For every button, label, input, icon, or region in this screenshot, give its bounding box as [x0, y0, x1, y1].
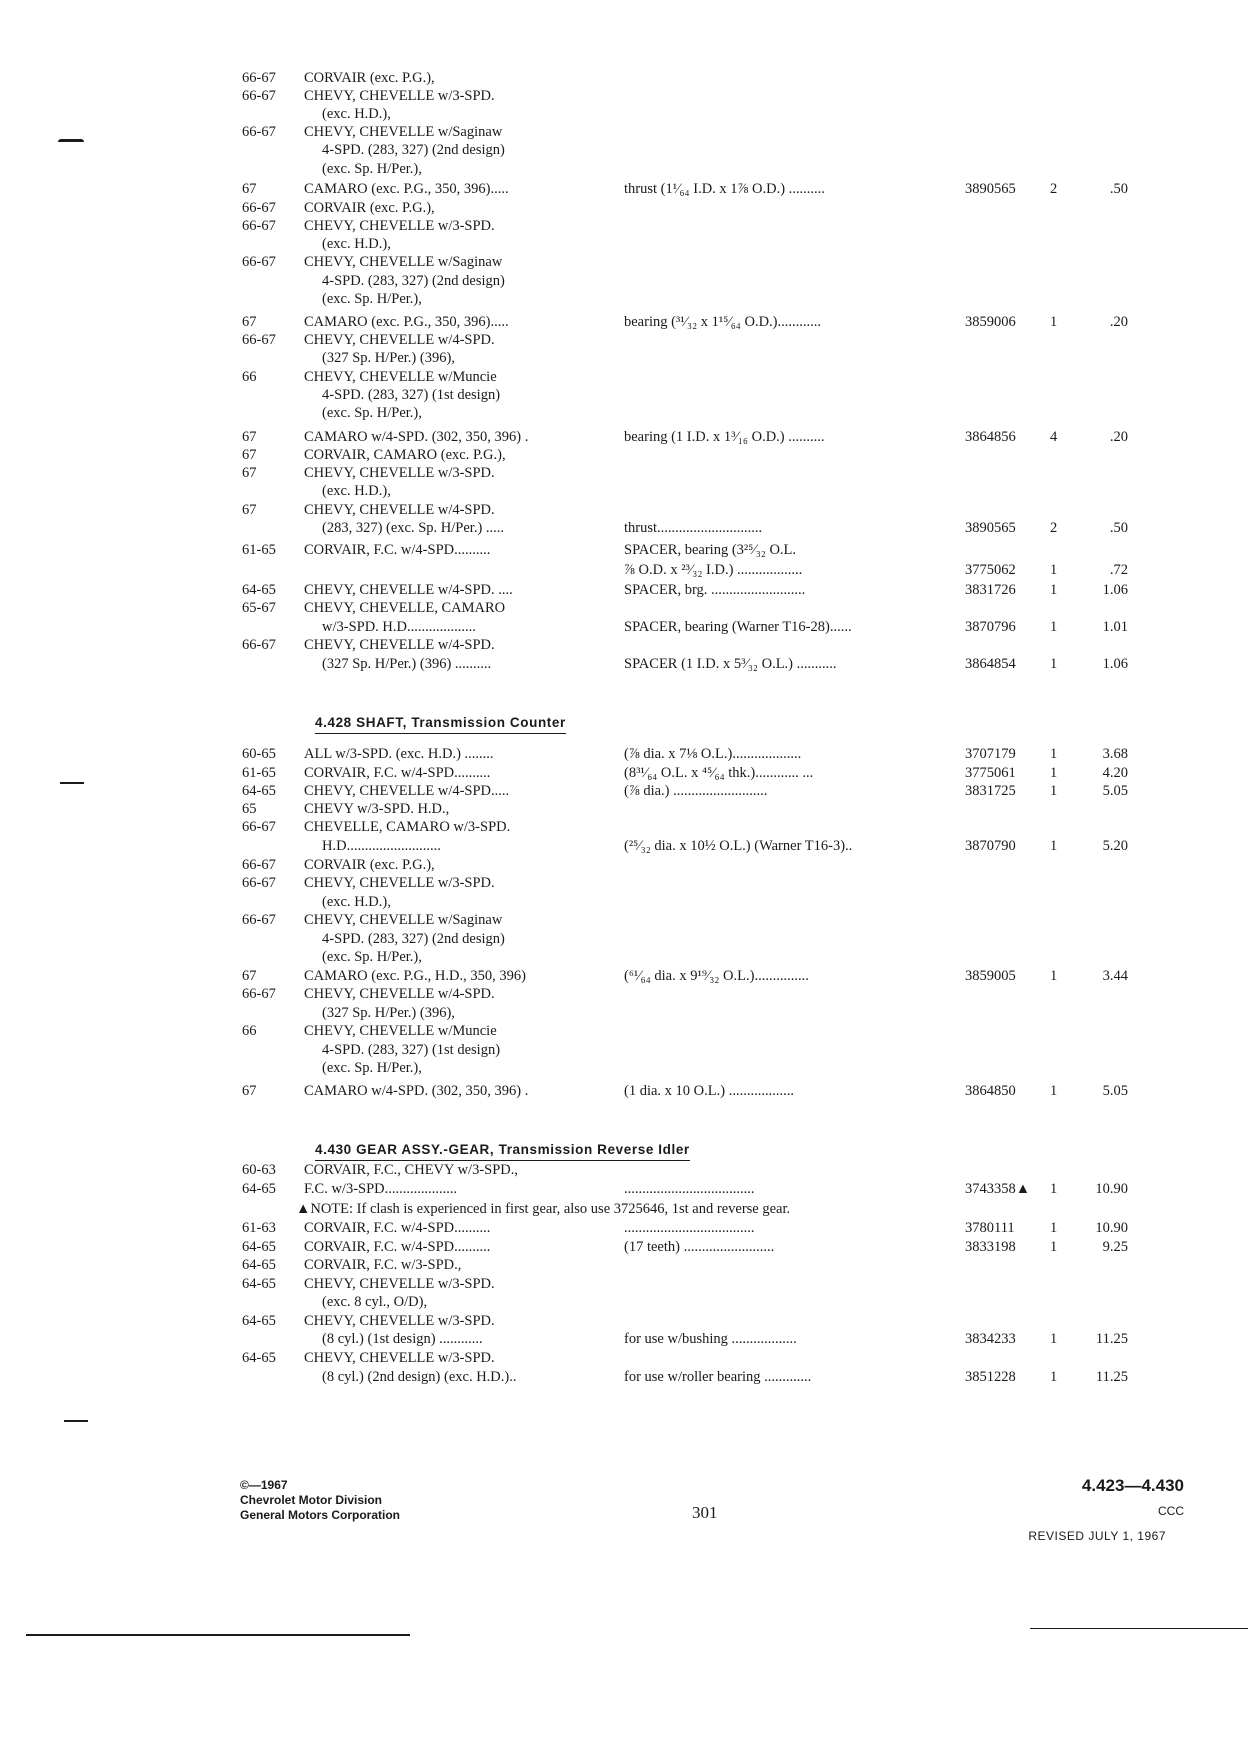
quantity: 1 — [1050, 1083, 1058, 1099]
part-number: 3864856 — [965, 429, 1016, 445]
quantity: 1 — [1050, 1181, 1058, 1197]
price: 1.06 — [1102, 656, 1128, 672]
application: CHEVY, CHEVELLE w/4-SPD. — [304, 986, 495, 1002]
application: H.D.......................... — [322, 838, 441, 854]
parts-row — [0, 1238, 1248, 1257]
parts-row — [0, 1349, 1248, 1368]
parts-row — [0, 1330, 1248, 1349]
quantity: 1 — [1050, 765, 1058, 781]
note-text: ▲NOTE: If clash is experienced in first gear, also use 3725646, 1st and reverse gear. — [296, 1201, 791, 1217]
part-description: (1 dia. x 10 O.L.) .................. — [624, 1083, 794, 1099]
parts-row — [0, 313, 1248, 332]
copyright: ©—1967 — [240, 1478, 288, 1492]
application: CHEVY w/3-SPD. H.D., — [304, 801, 450, 817]
part-number: 3834233 — [965, 1331, 1016, 1347]
section-range: 4.423—4.430 — [1081, 1476, 1184, 1495]
parts-row — [0, 581, 1248, 600]
application: (283, 327) (exc. Sp. H/Per.) ..... — [322, 520, 505, 536]
parts-row — [0, 911, 1248, 930]
page-number: 301 — [692, 1503, 718, 1522]
price: 11.25 — [1095, 1369, 1128, 1385]
parts-row — [0, 818, 1248, 837]
application: w/3-SPD. H.D................... — [322, 619, 476, 635]
part-number: 3831725 — [965, 783, 1016, 799]
parts-row — [0, 1082, 1248, 1101]
application: (8 cyl.) (1st design) ............ — [322, 1331, 483, 1347]
application: CORVAIR, F.C. w/4-SPD.......... — [304, 542, 491, 558]
application: (exc. 8 cyl., O/D), — [322, 1294, 428, 1310]
parts-row — [0, 404, 1248, 423]
part-description: (⁶¹⁄₆₄ dia. x 9¹⁹⁄₃₂ O.L.)............... — [624, 968, 809, 984]
application: CORVAIR (exc. P.G.), — [304, 70, 435, 86]
application: CORVAIR, CAMARO (exc. P.G.), — [304, 447, 506, 463]
price: 9.25 — [1102, 1239, 1128, 1255]
model-years: 66-67 — [242, 912, 276, 928]
price: 5.05 — [1102, 783, 1128, 799]
model-years: 66-67 — [242, 124, 276, 140]
part-description: for use w/bushing .................. — [624, 1331, 797, 1347]
application: CHEVY, CHEVELLE w/4-SPD. — [304, 332, 495, 348]
model-years: 66-67 — [242, 254, 276, 270]
application: CHEVY, CHEVELLE w/Saginaw — [304, 254, 503, 270]
application: (exc. Sp. H/Per.), — [322, 949, 422, 965]
application: 4-SPD. (283, 327) (1st design) — [322, 387, 501, 403]
price: 1.06 — [1102, 582, 1128, 598]
application: (327 Sp. H/Per.) (396) .......... — [322, 656, 492, 672]
model-years: 66-67 — [242, 218, 276, 234]
parts-row — [0, 599, 1248, 618]
model-years: 66-67 — [242, 637, 276, 653]
application: 4-SPD. (283, 327) (2nd design) — [322, 931, 505, 947]
model-years: 61-65 — [242, 542, 276, 558]
part-number: 3859005 — [965, 968, 1016, 984]
application: 4-SPD. (283, 327) (2nd design) — [322, 142, 505, 158]
corporation-name: General Motors Corporation — [240, 1508, 401, 1522]
application: CHEVELLE, CAMARO w/3-SPD. — [304, 819, 511, 835]
model-years: 64-65 — [242, 1276, 276, 1292]
part-description: for use w/roller bearing ............. — [624, 1369, 812, 1385]
application: CORVAIR, F.C. w/4-SPD.......... — [304, 1239, 491, 1255]
model-years: 64-65 — [242, 783, 276, 799]
application: CAMARO w/4-SPD. (302, 350, 396) . — [304, 429, 529, 445]
parts-row — [0, 967, 1248, 986]
parts-row — [0, 290, 1248, 309]
part-description: (8³¹⁄₆₄ O.L. x ⁴⁵⁄₆₄ thk.)............ ... — [624, 765, 814, 781]
application: (8 cyl.) (2nd design) (exc. H.D.).. — [322, 1369, 517, 1385]
model-years: 67 — [242, 1083, 257, 1099]
price: .20 — [1109, 314, 1128, 330]
application: (327 Sp. H/Per.) (396), — [322, 350, 455, 366]
part-description: (²⁵⁄₃₂ dia. x 10½ O.L.) (Warner T16-3).. — [624, 838, 853, 854]
quantity: 1 — [1050, 838, 1058, 854]
model-years: 67 — [242, 968, 257, 984]
parts-row — [0, 428, 1248, 447]
part-number: 3870790 — [965, 838, 1016, 854]
model-years: 60-63 — [242, 1162, 276, 1178]
parts-row — [0, 782, 1248, 801]
application: CHEVY, CHEVELLE w/3-SPD. — [304, 465, 495, 481]
application: CORVAIR, F.C. w/3-SPD., — [304, 1257, 462, 1273]
quantity: 1 — [1050, 619, 1058, 635]
parts-row — [0, 930, 1248, 949]
model-years: 66-67 — [242, 986, 276, 1002]
quantity: 1 — [1050, 656, 1058, 672]
quantity: 2 — [1050, 520, 1058, 536]
model-years: 67 — [242, 465, 257, 481]
application: CHEVY, CHEVELLE w/4-SPD..... — [304, 783, 510, 799]
part-description: (⅞ dia. x 7⅛ O.L.)................... — [624, 746, 802, 762]
model-years: 65-67 — [242, 600, 276, 616]
parts-row — [0, 1312, 1248, 1331]
application: CORVAIR, F.C. w/4-SPD.......... — [304, 765, 491, 781]
parts-row — [0, 1161, 1248, 1180]
part-description: (⅞ dia.) .......................... — [624, 783, 768, 799]
parts-row — [0, 1022, 1248, 1041]
quantity: 2 — [1050, 181, 1058, 197]
parts-row — [0, 655, 1248, 674]
model-years: 66-67 — [242, 200, 276, 216]
application: 4-SPD. (283, 327) (2nd design) — [322, 273, 505, 289]
parts-row — [0, 199, 1248, 218]
application: (exc. H.D.), — [322, 894, 391, 910]
application: CHEVY, CHEVELLE, CAMARO — [304, 600, 506, 616]
model-years: 67 — [242, 502, 257, 518]
part-number: 3859006 — [965, 314, 1016, 330]
quantity: 1 — [1050, 1239, 1058, 1255]
application: (exc. Sp. H/Per.), — [322, 405, 422, 421]
rule-line — [26, 1634, 410, 1636]
model-years: 66 — [242, 369, 257, 385]
parts-row — [0, 1368, 1248, 1387]
price: 10.90 — [1095, 1220, 1128, 1236]
part-description: thrust (1¹⁄₆₄ I.D. x 1⅞ O.D.) .......... — [624, 181, 825, 197]
section-heading: 4.430 GEAR ASSY.-GEAR, Transmission Reverse Idler — [315, 1140, 690, 1161]
application: CORVAIR (exc. P.G.), — [304, 857, 435, 873]
model-years: 66-67 — [242, 875, 276, 891]
quantity: 1 — [1050, 1331, 1058, 1347]
parts-row — [0, 123, 1248, 142]
parts-row — [0, 217, 1248, 236]
quantity: 1 — [1050, 562, 1058, 578]
application: CHEVY, CHEVELLE w/4-SPD. .... — [304, 582, 513, 598]
application: (exc. H.D.), — [322, 106, 391, 122]
model-years: 66-67 — [242, 88, 276, 104]
model-years: 64-65 — [242, 1239, 276, 1255]
application: CHEVY, CHEVELLE w/Muncie — [304, 369, 497, 385]
parts-row — [0, 1041, 1248, 1060]
model-years: 66-67 — [242, 70, 276, 86]
model-years: 64-65 — [242, 1181, 276, 1197]
parts-row — [0, 331, 1248, 350]
parts-row — [0, 1059, 1248, 1078]
application: (exc. Sp. H/Per.), — [322, 291, 422, 307]
parts-row — [0, 636, 1248, 655]
parts-row — [0, 856, 1248, 875]
parts-row — [0, 561, 1248, 580]
model-years: 64-65 — [242, 582, 276, 598]
parts-row — [0, 160, 1248, 179]
part-description: bearing (³¹⁄₃₂ x 1¹⁵⁄₆₄ O.D.)............ — [624, 314, 821, 330]
application: CORVAIR, F.C. w/4-SPD.......... — [304, 1220, 491, 1236]
part-number: 3890565 — [965, 520, 1016, 536]
parts-row — [0, 349, 1248, 368]
parts-row — [0, 745, 1248, 764]
part-description: SPACER, brg. .......................... — [624, 582, 806, 598]
part-number: 3870796 — [965, 619, 1016, 635]
price: 4.20 — [1102, 765, 1128, 781]
application: CHEVY, CHEVELLE w/Saginaw — [304, 912, 503, 928]
price: 5.20 — [1102, 838, 1128, 854]
parts-row — [0, 1293, 1248, 1312]
parts-row — [0, 482, 1248, 501]
parts-row — [0, 87, 1248, 106]
quantity: 1 — [1050, 968, 1058, 984]
application: CHEVY, CHEVELLE w/3-SPD. — [304, 218, 495, 234]
part-number: 3707179 — [965, 746, 1016, 762]
parts-row — [0, 464, 1248, 483]
quantity: 1 — [1050, 746, 1058, 762]
application: CAMARO w/4-SPD. (302, 350, 396) . — [304, 1083, 529, 1099]
quantity: 1 — [1050, 582, 1058, 598]
parts-row — [0, 69, 1248, 88]
quantity: 4 — [1050, 429, 1058, 445]
model-years: 64-65 — [242, 1257, 276, 1273]
parts-row — [0, 985, 1248, 1004]
part-number: 3743358▲ — [965, 1181, 1031, 1197]
parts-row — [0, 105, 1248, 124]
application: (327 Sp. H/Per.) (396), — [322, 1005, 455, 1021]
model-years: 60-65 — [242, 746, 276, 762]
application: CHEVY, CHEVELLE w/Saginaw — [304, 124, 503, 140]
price: 3.44 — [1102, 968, 1128, 984]
application: F.C. w/3-SPD.................... — [304, 1181, 458, 1197]
parts-row — [0, 948, 1248, 967]
binding-mark — [60, 782, 84, 784]
model-years: 65 — [242, 801, 257, 817]
part-number: 3890565 — [965, 181, 1016, 197]
parts-row — [0, 386, 1248, 405]
part-description: bearing (1 I.D. x 1³⁄₁₆ O.D.) .......... — [624, 429, 825, 445]
parts-row — [0, 235, 1248, 254]
parts-row — [0, 874, 1248, 893]
part-description: .................................... — [624, 1220, 755, 1236]
part-description: SPACER, bearing (Warner T16-28)...... — [624, 619, 852, 635]
parts-row — [0, 501, 1248, 520]
application: ALL w/3-SPD. (exc. H.D.) ........ — [304, 746, 494, 762]
rule-line — [1030, 1628, 1248, 1629]
parts-row — [0, 1256, 1248, 1275]
part-description: thrust............................. — [624, 520, 763, 536]
section-heading: 4.428 SHAFT, Transmission Counter — [315, 713, 566, 734]
publisher-block — [240, 1478, 400, 1523]
application: CHEVY, CHEVELLE w/3-SPD. — [304, 1276, 495, 1292]
part-number: 3775061 — [965, 765, 1016, 781]
model-years: 67 — [242, 447, 257, 463]
application: CORVAIR (exc. P.G.), — [304, 200, 435, 216]
parts-row — [0, 253, 1248, 272]
part-description: .................................... — [624, 1181, 755, 1197]
application: CAMARO (exc. P.G., 350, 396)..... — [304, 314, 509, 330]
model-years: 61-63 — [242, 1220, 276, 1236]
parts-row — [0, 764, 1248, 783]
parts-row — [0, 180, 1248, 199]
note-row — [0, 1200, 1248, 1219]
parts-row — [0, 446, 1248, 465]
parts-row — [0, 541, 1248, 560]
price: .20 — [1109, 429, 1128, 445]
quantity: 1 — [1050, 1220, 1058, 1236]
part-description: (17 teeth) ......................... — [624, 1239, 775, 1255]
model-years: 66-67 — [242, 819, 276, 835]
parts-row — [0, 1275, 1248, 1294]
price: 11.25 — [1095, 1331, 1128, 1347]
revision-date: REVISED JULY 1, 1967 — [1028, 1529, 1166, 1543]
application: CAMARO (exc. P.G., 350, 396)..... — [304, 181, 509, 197]
binding-mark — [64, 1420, 88, 1422]
model-years: 64-65 — [242, 1313, 276, 1329]
application: CHEVY, CHEVELLE w/3-SPD. — [304, 88, 495, 104]
price: 10.90 — [1095, 1181, 1128, 1197]
quantity: 1 — [1050, 1369, 1058, 1385]
model-years: 67 — [242, 429, 257, 445]
parts-row — [0, 1219, 1248, 1238]
quantity: 1 — [1050, 314, 1058, 330]
application: CHEVY, CHEVELLE w/4-SPD. — [304, 502, 495, 518]
part-number: 3864854 — [965, 656, 1016, 672]
application: CHEVY, CHEVELLE w/Muncie — [304, 1023, 497, 1039]
parts-row — [0, 519, 1248, 538]
part-description: SPACER (1 I.D. x 5³⁄₃₂ O.L.) ........... — [624, 656, 837, 672]
part-number: 3831726 — [965, 582, 1016, 598]
price: 3.68 — [1102, 746, 1128, 762]
model-years: 64-65 — [242, 1350, 276, 1366]
part-description: SPACER, bearing (3²⁵⁄₃₂ O.L. — [624, 542, 797, 558]
price: .50 — [1109, 520, 1128, 536]
application: 4-SPD. (283, 327) (1st design) — [322, 1042, 501, 1058]
price: 5.05 — [1102, 1083, 1128, 1099]
parts-row — [0, 893, 1248, 912]
model-years: 67 — [242, 181, 257, 197]
price: .72 — [1109, 562, 1128, 578]
division-name: Chevrolet Motor Division — [240, 1493, 383, 1507]
application: CHEVY, CHEVELLE w/3-SPD. — [304, 875, 495, 891]
model-years: 61-65 — [242, 765, 276, 781]
parts-row — [0, 800, 1248, 819]
parts-row — [0, 1004, 1248, 1023]
binding-mark — [58, 139, 84, 142]
model-years: 66-67 — [242, 332, 276, 348]
parts-row — [0, 618, 1248, 637]
part-number: 3864850 — [965, 1083, 1016, 1099]
part-number: 3780111 — [965, 1220, 1015, 1236]
application: CHEVY, CHEVELLE w/3-SPD. — [304, 1350, 495, 1366]
application: (exc. H.D.), — [322, 236, 391, 252]
application: (exc. Sp. H/Per.), — [322, 1060, 422, 1076]
application: CORVAIR, F.C., CHEVY w/3-SPD., — [304, 1162, 519, 1178]
parts-row — [0, 837, 1248, 856]
parts-row — [0, 1180, 1248, 1199]
application: CAMARO (exc. P.G., H.D., 350, 396) — [304, 968, 526, 984]
part-number: 3775062 — [965, 562, 1016, 578]
part-description: ⅞ O.D. x ²³⁄₃₂ I.D.) .................. — [624, 562, 803, 578]
price: 1.01 — [1102, 619, 1128, 635]
parts-row — [0, 272, 1248, 291]
model-years: 66-67 — [242, 857, 276, 873]
part-number: 3851228 — [965, 1369, 1016, 1385]
model-years: 66 — [242, 1023, 257, 1039]
parts-row — [0, 141, 1248, 160]
catalog-code: CCC — [1158, 1504, 1184, 1518]
price: .50 — [1109, 181, 1128, 197]
application: (exc. Sp. H/Per.), — [322, 161, 422, 177]
parts-row — [0, 368, 1248, 387]
part-number: 3833198 — [965, 1239, 1016, 1255]
application: CHEVY, CHEVELLE w/4-SPD. — [304, 637, 495, 653]
application: CHEVY, CHEVELLE w/3-SPD. — [304, 1313, 495, 1329]
quantity: 1 — [1050, 783, 1058, 799]
application: (exc. H.D.), — [322, 483, 391, 499]
model-years: 67 — [242, 314, 257, 330]
